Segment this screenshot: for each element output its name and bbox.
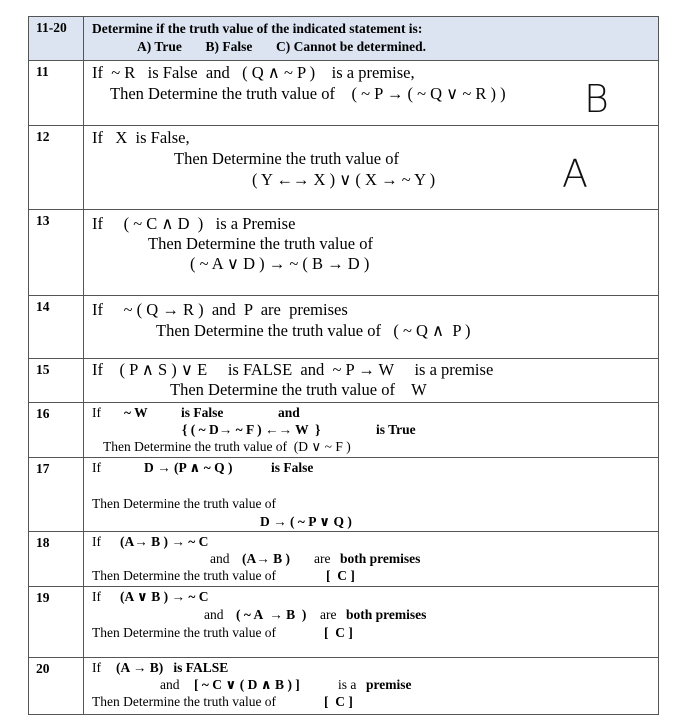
instruction-cell [84,17,659,61]
table-header-row [29,17,659,61]
formula-text: D → ( ~ P ∨ Q ) [260,514,352,529]
row-number: 12 [36,129,50,144]
premise-formula: (A→ B ) → ~ C [120,534,209,549]
row-number: 13 [36,213,50,228]
question-text: Then Determine the truth value of [92,568,277,583]
premise-formula-2: (A→ B ) [242,551,290,566]
table-row [29,296,659,359]
premise-formula-2: { ( ~ D→ ~ F ) ←→ W } [182,422,321,437]
table-row [29,658,659,715]
if-label: If [92,405,101,420]
if-label: If [92,460,101,475]
if-label: If [92,660,101,675]
premise-status: is False [181,405,224,420]
premise-label: premise [366,677,412,692]
question-text: Then Determine the truth value of [174,149,399,168]
question-text: Then Determine the truth value of [92,625,277,640]
row-number: 20 [36,661,50,676]
formula-text: ( Y ←→ X ) ∨ ( X → ~ Y ) [252,170,436,189]
premise-formula: D → (P ∧ ~ Q ) [144,460,233,475]
both-premises: both premises [340,551,421,566]
table-row [29,210,659,296]
question-text: Then Determine the truth value of ( ~ P → ( ~ Q ∨ ~ R ) ) [110,84,506,103]
question-text: Then Determine the truth value of [92,694,277,709]
premise-text: If ~ ( Q → R ) and P are premises [92,300,348,319]
premise-formula-2: [ ~ C ∨ ( D ∧ B ) ] [194,677,300,692]
premise-formula: (A → B) is FALSE [116,660,229,675]
conjunction: and [204,607,224,622]
handwritten-answer: B [584,77,609,121]
target-variable: [ C ] [326,568,355,583]
target-variable: [ C ] [324,694,353,709]
answer-options: A) True B) False C) Cannot be determined. [137,39,426,54]
handwritten-answer: A [562,152,588,196]
question-text: Then Determine the truth value of [92,496,277,511]
premise-formula: ~ W [124,405,148,420]
table-row [29,458,659,532]
premise-formula: (A ∨ B ) → ~ C [120,589,209,604]
question-text: Then Determine the truth value of [148,234,373,253]
is-a-label: is a [338,677,357,692]
both-premises: both premises [346,607,427,622]
are-label: are [320,607,337,622]
row-number: 17 [36,461,50,476]
premise-text: If ( P ∧ S ) ∨ E is FALSE and ~ P → W is a premise [92,360,494,379]
if-label: If [92,589,101,604]
table-row [29,126,659,210]
table-row [29,532,659,587]
instruction-text: Determine if the truth value of the indicated statement is: [92,21,423,36]
row-number: 19 [36,590,50,605]
target-variable: [ C ] [324,625,353,640]
table-row [29,359,659,403]
row-number: 15 [36,362,50,377]
question-text: Then Determine the truth value of (D ∨ ~ F ) [103,439,351,454]
row-number: 16 [36,406,50,421]
question-table [28,16,659,710]
if-label: If [92,534,101,549]
premise-text: If ~ R is False and ( Q ∧ ~ P ) is a premise, [92,63,415,82]
are-label: are [314,551,331,566]
range-label: 11-20 [36,20,67,35]
table-row [29,403,659,458]
row-number: 11 [36,64,49,79]
table-row [29,61,659,126]
formula-text: ( ~ A ∨ D ) → ~ ( B → D ) [190,254,370,273]
premise-text: If ( ~ C ∧ D ) is a Premise [92,214,296,233]
conjunction: and [210,551,230,566]
row-number: 18 [36,535,50,550]
table-row [29,587,659,658]
premise-text: If X is False, [92,128,190,147]
question-text: Then Determine the truth value of ( ~ Q ∧ P ) [156,321,471,340]
question-text: Then Determine the truth value of W [170,380,427,399]
premise-status: is False [271,460,314,475]
conjunction: and [160,677,180,692]
premise-status-2: is True [376,422,416,437]
row-number: 14 [36,299,50,314]
conjunction: and [278,405,300,420]
range-cell [29,17,84,61]
premise-formula-2: ( ~ A → B ) [236,607,307,622]
